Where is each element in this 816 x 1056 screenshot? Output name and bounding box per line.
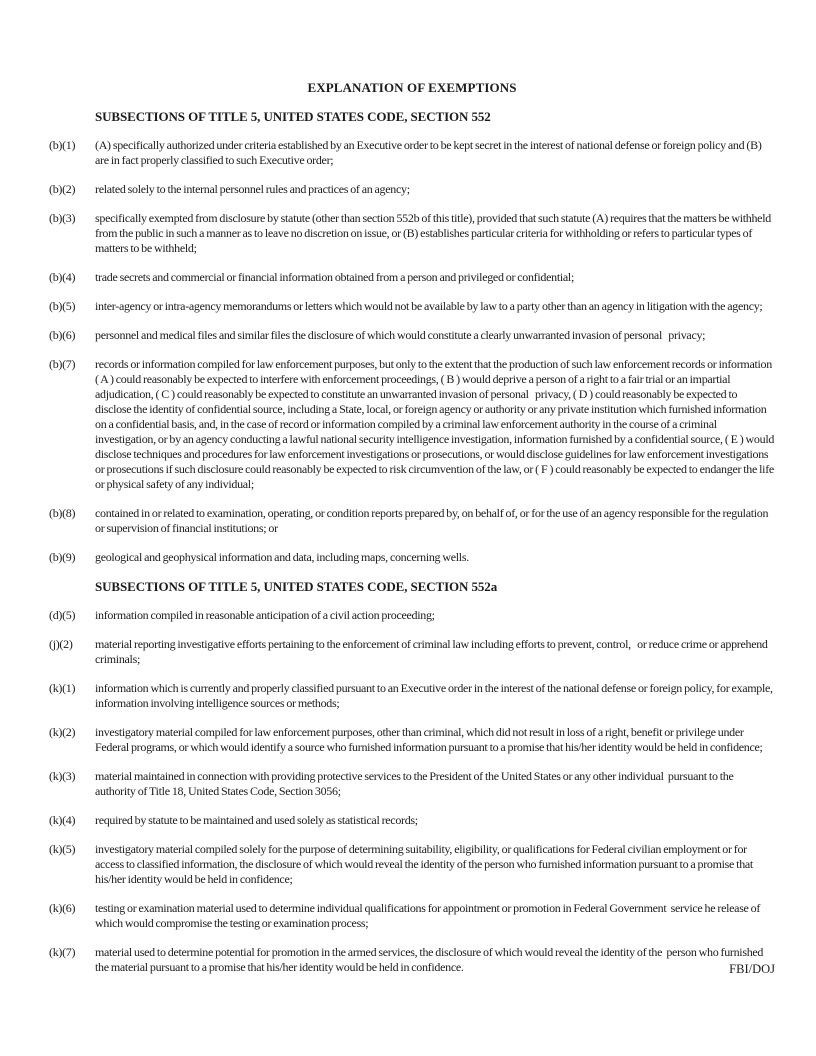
exemption-item — [49, 138, 775, 168]
item-label: (d)(5) — [49, 608, 76, 622]
exemption-item — [49, 211, 775, 256]
item-text: testing or examination material used to determine individual qualifications for appointment or promotion in Federal Government service he release of which would compromise the testing or examination process; — [95, 901, 763, 930]
item-text: material used to determine potential for promotion in the armed services, the disclosure of which would reveal the identity of the person who furnished the material pursuant to a promise that his/her identity would be held in confidence. — [95, 945, 766, 974]
footer-agency-label: FBI/DOJ — [729, 962, 775, 976]
document-title: EXPLANATION OF EXEMPTIONS — [307, 80, 517, 95]
exemption-item — [49, 725, 775, 755]
item-text: investigatory material compiled for law enforcement purposes, other than criminal, which did not result in loss of a right, benefit or privilege under Federal programs, or which would identify a source who furnished information pursuant to a promise that his/her identity would be held in confidence; — [95, 725, 763, 754]
section-items — [49, 608, 775, 975]
exemption-item — [49, 681, 775, 711]
exemption-item — [49, 506, 775, 536]
item-label: (b)(6) — [49, 328, 76, 342]
item-label: (k)(6) — [49, 901, 76, 915]
item-label: (b)(2) — [49, 182, 76, 196]
section-heading: SUBSECTIONS OF TITLE 5, UNITED STATES CODE, SECTION 552a — [95, 579, 498, 594]
exemption-item — [49, 901, 775, 931]
item-text: information which is currently and properly classified pursuant to an Executive order in the interest of the national defense or foreign policy, for example, information involving intelligence sources or methods; — [95, 681, 775, 710]
item-text: material reporting investigative efforts pertaining to the enforcement of criminal law including efforts to prevent, control, or reduce crime or apprehend criminals; — [95, 637, 770, 666]
item-label: (b)(8) — [49, 506, 76, 520]
item-label: (b)(7) — [49, 357, 76, 371]
item-label: (k)(2) — [49, 725, 76, 739]
exemption-section — [49, 579, 775, 975]
exemption-item — [49, 182, 775, 197]
item-label: (k)(7) — [49, 945, 76, 959]
item-label: (k)(4) — [49, 813, 76, 827]
item-label: (k)(3) — [49, 769, 76, 783]
item-label: (k)(5) — [49, 842, 76, 856]
item-label: (b)(1) — [49, 138, 76, 152]
exemption-item — [49, 637, 775, 667]
exemption-item — [49, 769, 775, 799]
exemption-item — [49, 842, 775, 887]
item-label: (b)(4) — [49, 270, 76, 284]
item-text: investigatory material compiled solely for the purpose of determining suitability, eligibility, or qualifications for Federal civilian employment or for access to classified information, the disclosure of which would reveal the identity of the person who furnished information pursuant to a promise that his/her identity would be held in confidence; — [95, 842, 756, 886]
item-text: related solely to the internal personnel rules and practices of an agency; — [95, 182, 410, 196]
exemption-item — [49, 945, 775, 975]
exemption-item — [49, 813, 775, 828]
item-text: specifically exempted from disclosure by statute (other than section 552b of this title), provided that such statute (A) requires that the matters be withheld from the public in such a manner as to leave no discretion on issue, or (B) establishes particular criteria for withholding or refers to particular types of matters to be withheld; — [95, 211, 774, 255]
exemption-item — [49, 299, 775, 314]
item-text: material maintained in connection with providing protective services to the President of the United States or any other individual pursuant to the authority of Title 18, United States Code, Section 3056; — [95, 769, 736, 798]
item-text: (A) specifically authorized under criteria established by an Executive order to be kept secret in the interest of national defense or foreign policy and (B) are in fact properly classified to such Executive order; — [95, 138, 764, 167]
item-text: required by statute to be maintained and used solely as statistical records; — [95, 813, 418, 827]
section-items — [49, 138, 775, 565]
exemption-item — [49, 270, 775, 285]
exemption-item — [49, 357, 775, 492]
item-label: (b)(3) — [49, 211, 76, 225]
item-label: (b)(9) — [49, 550, 76, 564]
item-text: information compiled in reasonable anticipation of a civil action proceeding; — [95, 608, 435, 622]
item-label: (j)(2) — [49, 637, 73, 651]
item-text: contained in or related to examination, operating, or condition reports prepared by, on behalf of, or for the use of an agency responsible for the regulation or supervision of financial institutions; or — [95, 506, 771, 535]
exemption-section — [49, 109, 775, 565]
exemption-item — [49, 328, 775, 343]
document-body — [49, 109, 775, 975]
item-text: inter-agency or intra-agency memorandums or letters which would not be available by law to a party other than an agency in litigation with the agency; — [95, 299, 763, 313]
item-label: (b)(5) — [49, 299, 76, 313]
item-text: trade secrets and commercial or financial information obtained from a person and privileged or confidential; — [95, 270, 575, 284]
exemption-item — [49, 550, 775, 565]
item-text: geological and geophysical information and data, including maps, concerning wells. — [95, 550, 469, 564]
item-text: records or information compiled for law enforcement purposes, but only to the extent that the production of such law enforcement records or information ( A ) could reasonably be expected to interfere with enforcement proceedings, ( B ) would deprive a person of a right to a fair trial or an impartial adjudication, ( C ) could reasonably be expected to constitute an unwarranted invasion of personal privacy, ( D ) could reasonably be expected to disclose the identity of confidential source, including a State, local, or foreign agency or authority or any private institution which furnished information on a confidential basis, and, in the case of record or information compiled by a criminal law enforcement authority in the course of a criminal investigation, or by an agency conducting a lawful national security intelligence investigation, information furnished by a confidential source, ( E ) would disclose techniques and procedures for law enforcement investigations or prosecutions, or would disclose guidelines for law enforcement investigations or prosecutions if such disclosure could reasonably be expected to risk circumvention of the law, or ( F ) could reasonably be expected to endanger the life or physical safety of any individual; — [95, 357, 777, 491]
section-heading: SUBSECTIONS OF TITLE 5, UNITED STATES CODE, SECTION 552 — [95, 109, 491, 124]
item-text: personnel and medical files and similar files the disclosure of which would constitute a clearly unwarranted invasion of personal privacy; — [95, 328, 706, 342]
item-label: (k)(1) — [49, 681, 76, 695]
exemption-item — [49, 608, 775, 623]
